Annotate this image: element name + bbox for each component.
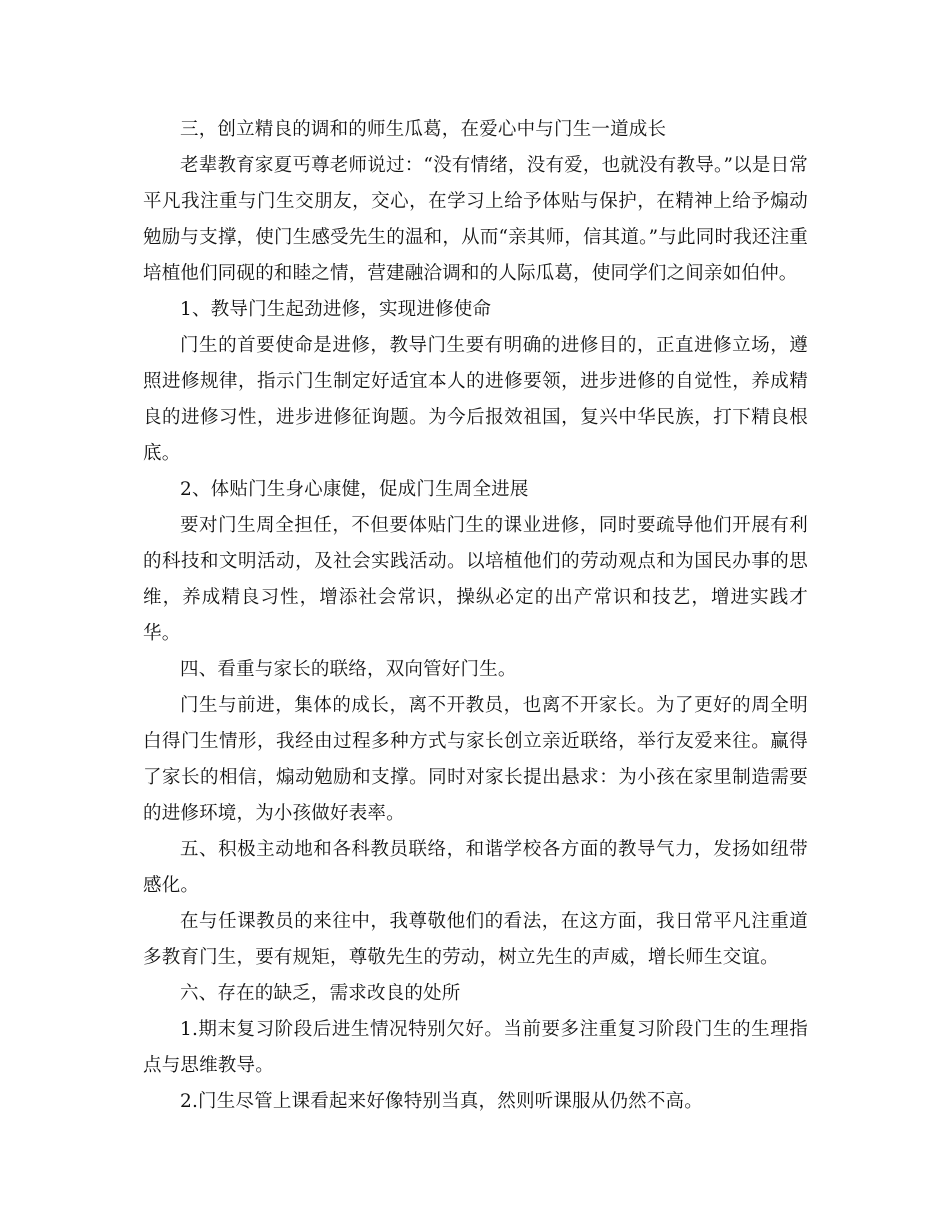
paragraph-study-mission: 门生的首要使命是进修，教导门生要有明确的进修目的，正直进修立场，遵照进修规律，指示门生制定好适宜本人的进修要领，进步进修的自觉性，养成精良的进修习性，进步进修征询题。为今后报效祖国，复兴中华民族，打下精良根底。 (143, 335, 808, 464)
paragraph-shortcoming-1: 1.期末复习阶段后进生情况特别欠好。当前要多注重复习阶段门生的生理指点与思维教导。 (143, 1019, 808, 1076)
document-body (143, 112, 808, 1120)
paragraph-section-five-heading: 五、积极主动地和各科教员联络，和谐学校各方面的教导气力，发扬如纽带感化。 (143, 839, 808, 896)
paragraph-parent-contact: 门生与前进，集体的成长，离不开教员，也离不开家长。为了更好的周全明白得门生情形，我经由过程多种方式与家长创立亲近联络，举行友爱来往。赢得了家长的相信，煽动勉励和支撑。同时对家长提出悬求：为小孩在家里制造需要的进修环境，为小孩做好表率。 (143, 695, 808, 824)
paragraph-teacher-love: 老辈教育家夏丐尊老师说过：“没有情绪，没有爱，也就没有教导。”以是日常平凡我注重与门生交朋友，交心，在学习上给予体贴与保护，在精神上给予煽动勉励与支撑，使门生感受先生的温和，从而“亲其师，信其道。”与此同时我还注重培植他们同砚的和睦之情，营建融洽调和的人际瓜葛，使同学们之间亲如伯仲。 (143, 155, 808, 284)
paragraph-shortcoming-2: 2.门生尽管上课看起来好像特别当真，然则听课服从仍然不高。 (180, 1091, 703, 1112)
paragraph-item-1-heading: 1、教导门生起劲进修，实现进修使命 (180, 299, 492, 320)
paragraph-section-three-heading: 三，创立精良的调和的师生瓜葛，在爱心中与门生一道成长 (180, 119, 667, 140)
paragraph-all-round-development: 要对门生周全担任，不但要体贴门生的课业进修，同时要疏导他们开展有利的科技和文明活动，及社会实践活动。以培植他们的劳动观点和为国民办事的思维，养成精良习性，增添社会常识，操纵必定的出产常识和技艺，增进实践才华。 (143, 515, 808, 644)
paragraph-teacher-cooperation: 在与任课教员的来往中，我尊敬他们的看法，在这方面，我日常平凡注重道多教育门生，要有规矩，尊敬先生的劳动，树立先生的声威，增长师生交谊。 (143, 911, 808, 968)
paragraph-section-four-heading: 四、看重与家长的联络，双向管好门生。 (180, 659, 517, 680)
paragraph-section-six-heading: 六、存在的缺乏，需求改良的处所 (180, 983, 461, 1004)
paragraph-item-2-heading: 2、体贴门生身心康健，促成门生周全进展 (180, 479, 529, 500)
